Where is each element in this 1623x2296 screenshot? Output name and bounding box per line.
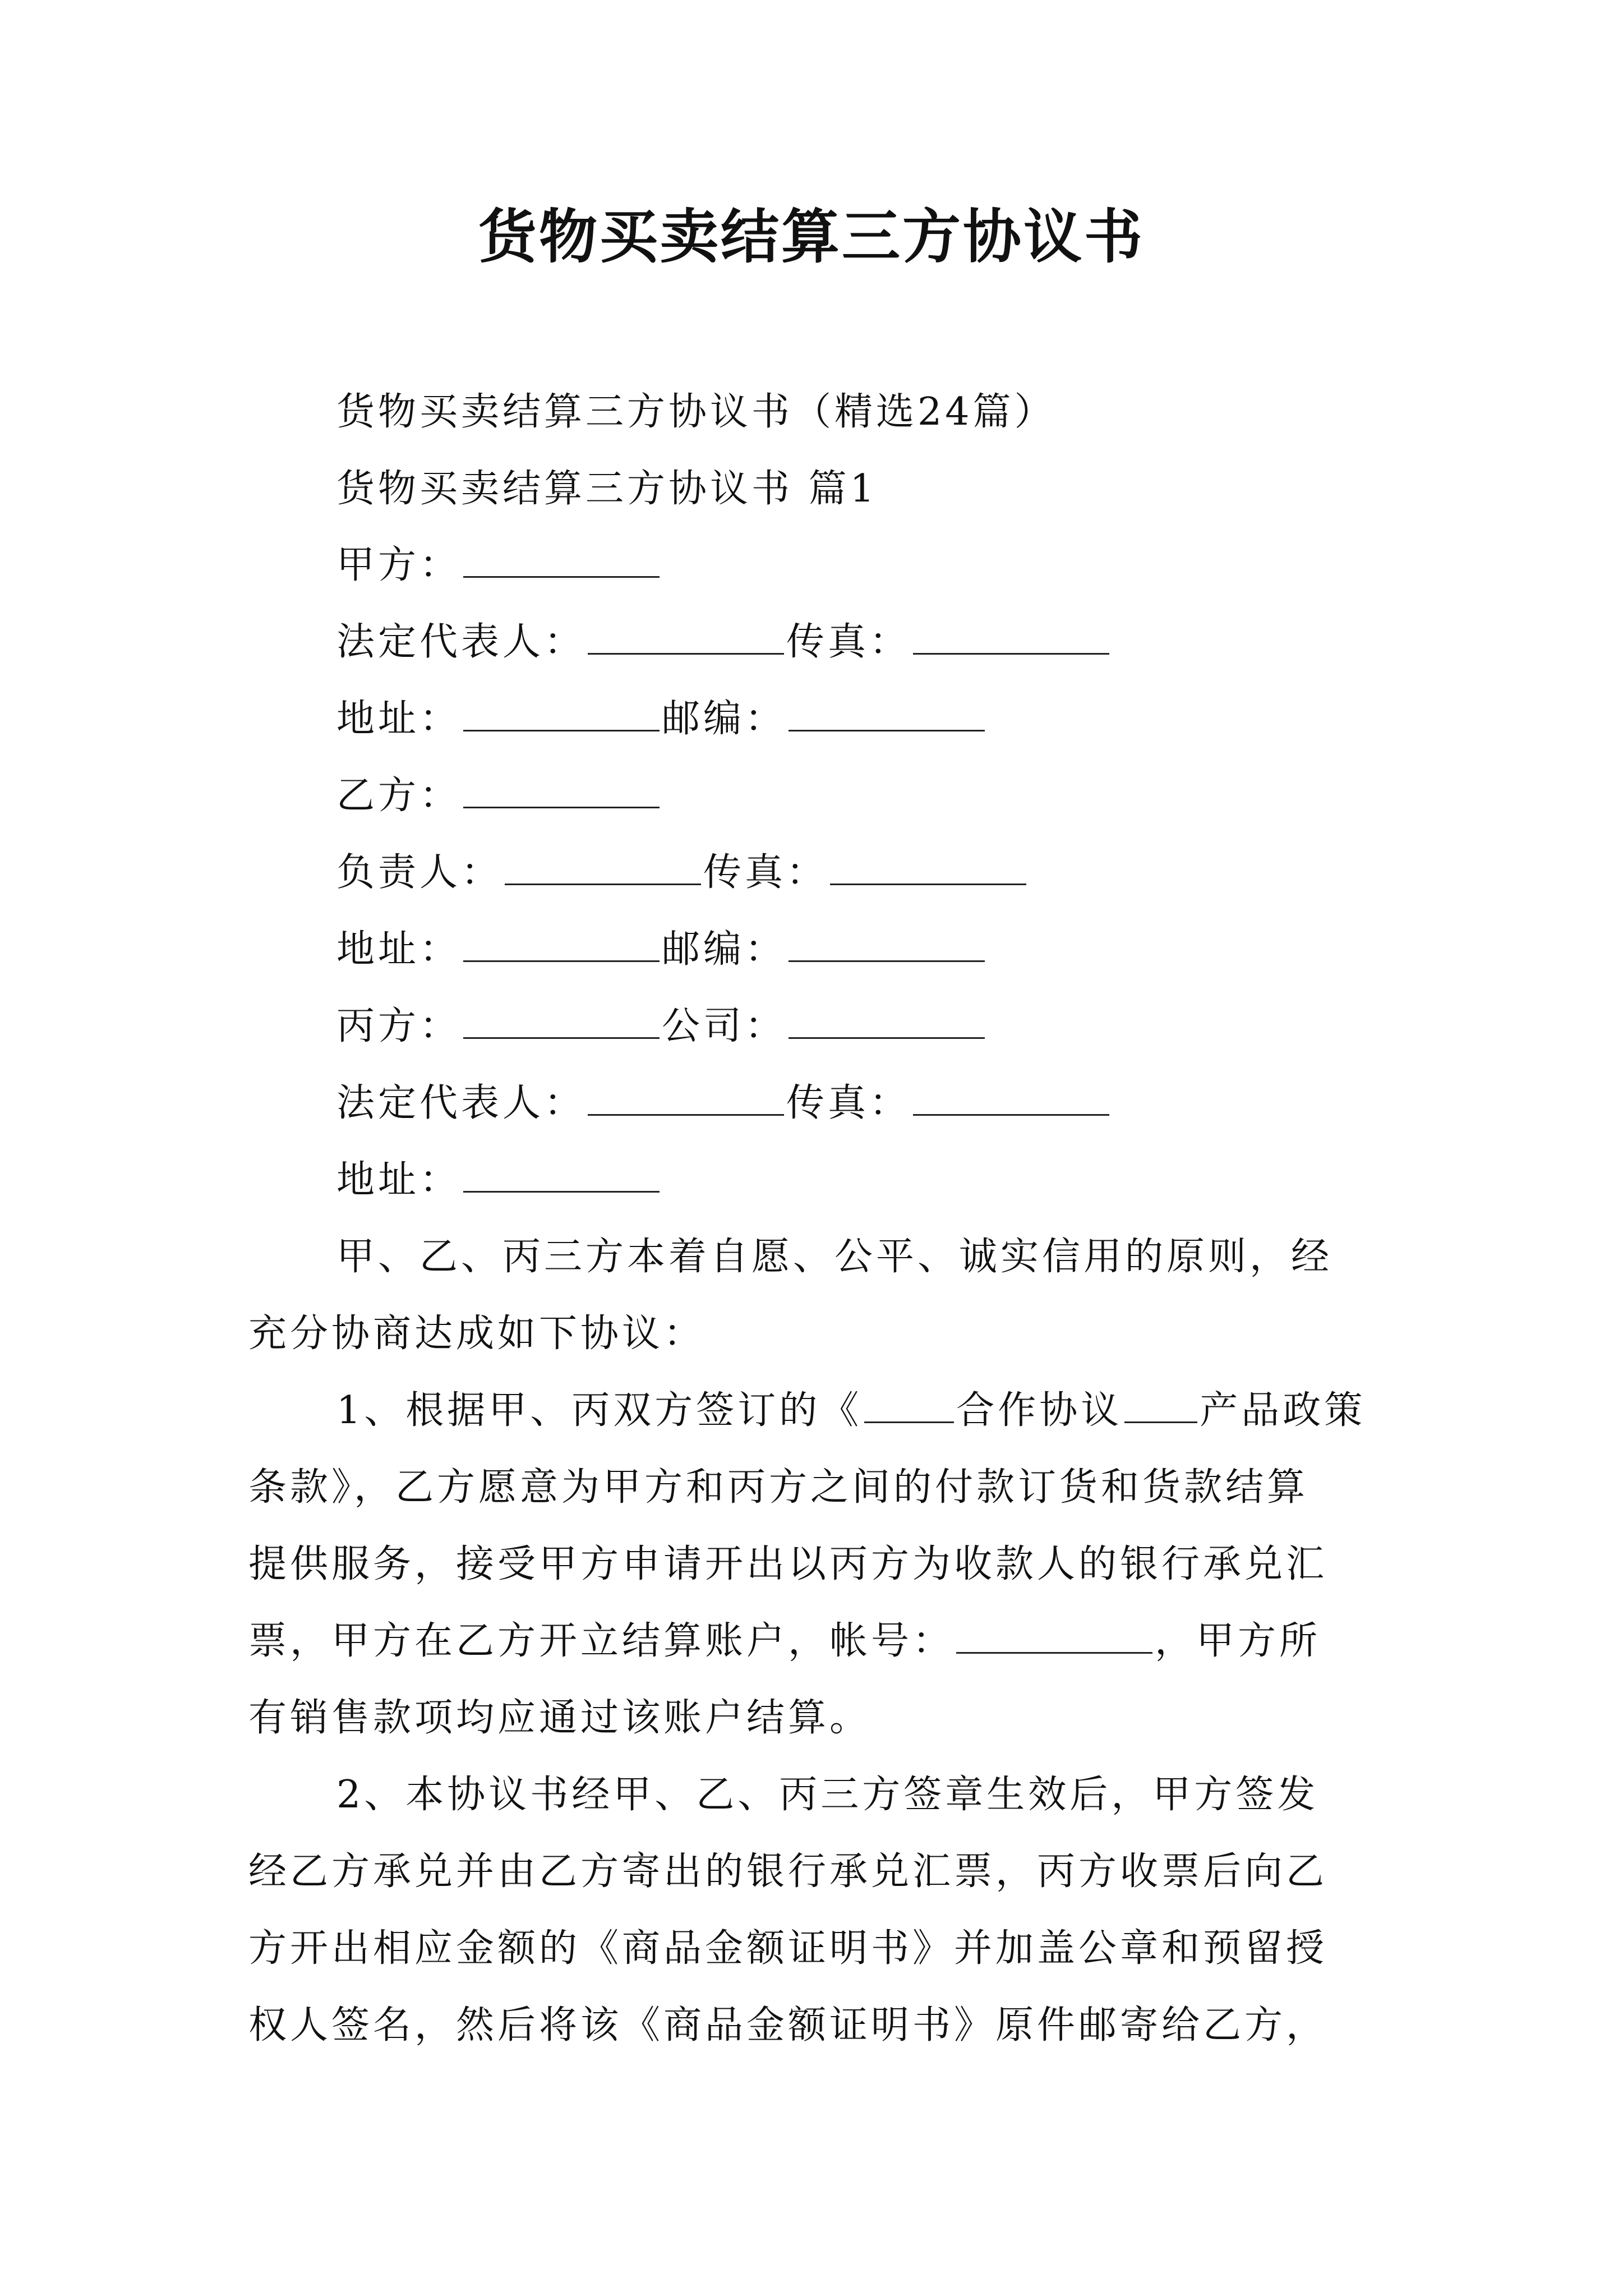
clause-1-line-2: 条款》，乙方愿意为甲方和丙方之间的付款订货和货款结算 — [248, 1465, 1309, 1510]
person-in-charge-label: 负责人： — [336, 850, 503, 895]
address-label: 地址： — [336, 1158, 462, 1202]
clause-1-text-e: ，甲方所 — [1155, 1619, 1321, 1663]
clause-1-line-3: 提供服务，接受甲方申请开出以丙方为收款人的银行承兑汇 — [248, 1542, 1328, 1586]
clause-1-line-1 — [336, 1383, 1366, 1439]
fax-blank — [913, 652, 1109, 655]
section-heading: 货物买卖结算三方协议书 篇1 — [336, 467, 878, 511]
clause-1-line-4 — [248, 1613, 1321, 1669]
product-name-blank — [1124, 1421, 1197, 1423]
company-label: 公司： — [662, 1004, 787, 1048]
address-label: 地址： — [336, 927, 462, 972]
clause-1-line-5: 有销售款项均应通过该账户结算。 — [248, 1696, 872, 1740]
account-number-blank — [956, 1651, 1152, 1654]
agreement-name-blank — [864, 1421, 954, 1423]
party-c-label: 丙方： — [336, 1004, 462, 1048]
clause-1-text-b: 合作协议 — [956, 1388, 1123, 1433]
postcode-label: 邮编： — [662, 697, 787, 741]
party-b-blank — [463, 806, 660, 808]
legal-rep-label: 法定代表人： — [336, 1081, 586, 1125]
address-label: 地址： — [336, 697, 462, 741]
party-a-address-row — [336, 691, 987, 747]
postcode-label: 邮编： — [662, 927, 787, 972]
postcode-blank — [789, 729, 985, 731]
fax-blank — [913, 1114, 1109, 1116]
fax-blank — [830, 883, 1026, 885]
fax-label: 传真： — [786, 1081, 911, 1125]
party-a-row — [336, 537, 662, 593]
party-a-label: 甲方： — [336, 543, 462, 587]
fax-label: 传真： — [786, 620, 911, 664]
legal-rep-blank — [588, 652, 784, 655]
clause-1-text-d: 票，甲方在乙方开立结算账户，帐号： — [248, 1619, 955, 1663]
party-b-row — [336, 768, 662, 824]
party-b-head-row — [336, 845, 1029, 901]
legal-rep-label: 法定代表人： — [336, 620, 586, 664]
party-a-blank — [463, 576, 660, 578]
intro-line-1: 甲、乙、丙三方本着自愿、公平、诚实信用的原则，经 — [336, 1235, 1333, 1279]
clause-2-line-4: 权人签名，然后将该《商品金额证明书》原件邮寄给乙方， — [248, 2003, 1328, 2047]
party-c-row — [336, 999, 987, 1055]
document-title: 货物买卖结算三方协议书 — [478, 202, 1145, 271]
clause-2-line-1: 2、本协议书经甲、乙、丙三方签章生效后，甲方签发 — [336, 1773, 1319, 1817]
intro-line-2: 充分协商达成如下协议： — [248, 1312, 706, 1356]
clause-2-line-2: 经乙方承兑并由乙方寄出的银行承兑汇票，丙方收票后向乙 — [248, 1849, 1328, 1894]
subtitle: 货物买卖结算三方协议书（精选24篇） — [336, 390, 1056, 434]
clause-1-text-c: 产品政策 — [1200, 1388, 1366, 1433]
address-blank — [463, 729, 660, 731]
person-in-charge-blank — [505, 883, 701, 885]
party-c-rep-row — [336, 1075, 1112, 1131]
address-blank — [463, 1190, 660, 1193]
party-b-address-row — [336, 922, 987, 978]
clause-1-text-a: 1、根据甲、丙双方签订的《 — [336, 1388, 863, 1433]
postcode-blank — [789, 960, 985, 962]
legal-rep-blank — [588, 1114, 784, 1116]
party-a-rep-row — [336, 614, 1112, 670]
party-c-address-row — [336, 1152, 662, 1208]
party-b-label: 乙方： — [336, 774, 462, 818]
fax-label: 传真： — [703, 850, 828, 895]
company-blank — [789, 1037, 985, 1039]
party-c-blank — [463, 1037, 660, 1039]
clause-2-line-3: 方开出相应金额的《商品金额证明书》并加盖公章和预留授 — [248, 1926, 1328, 1971]
address-blank — [463, 960, 660, 962]
